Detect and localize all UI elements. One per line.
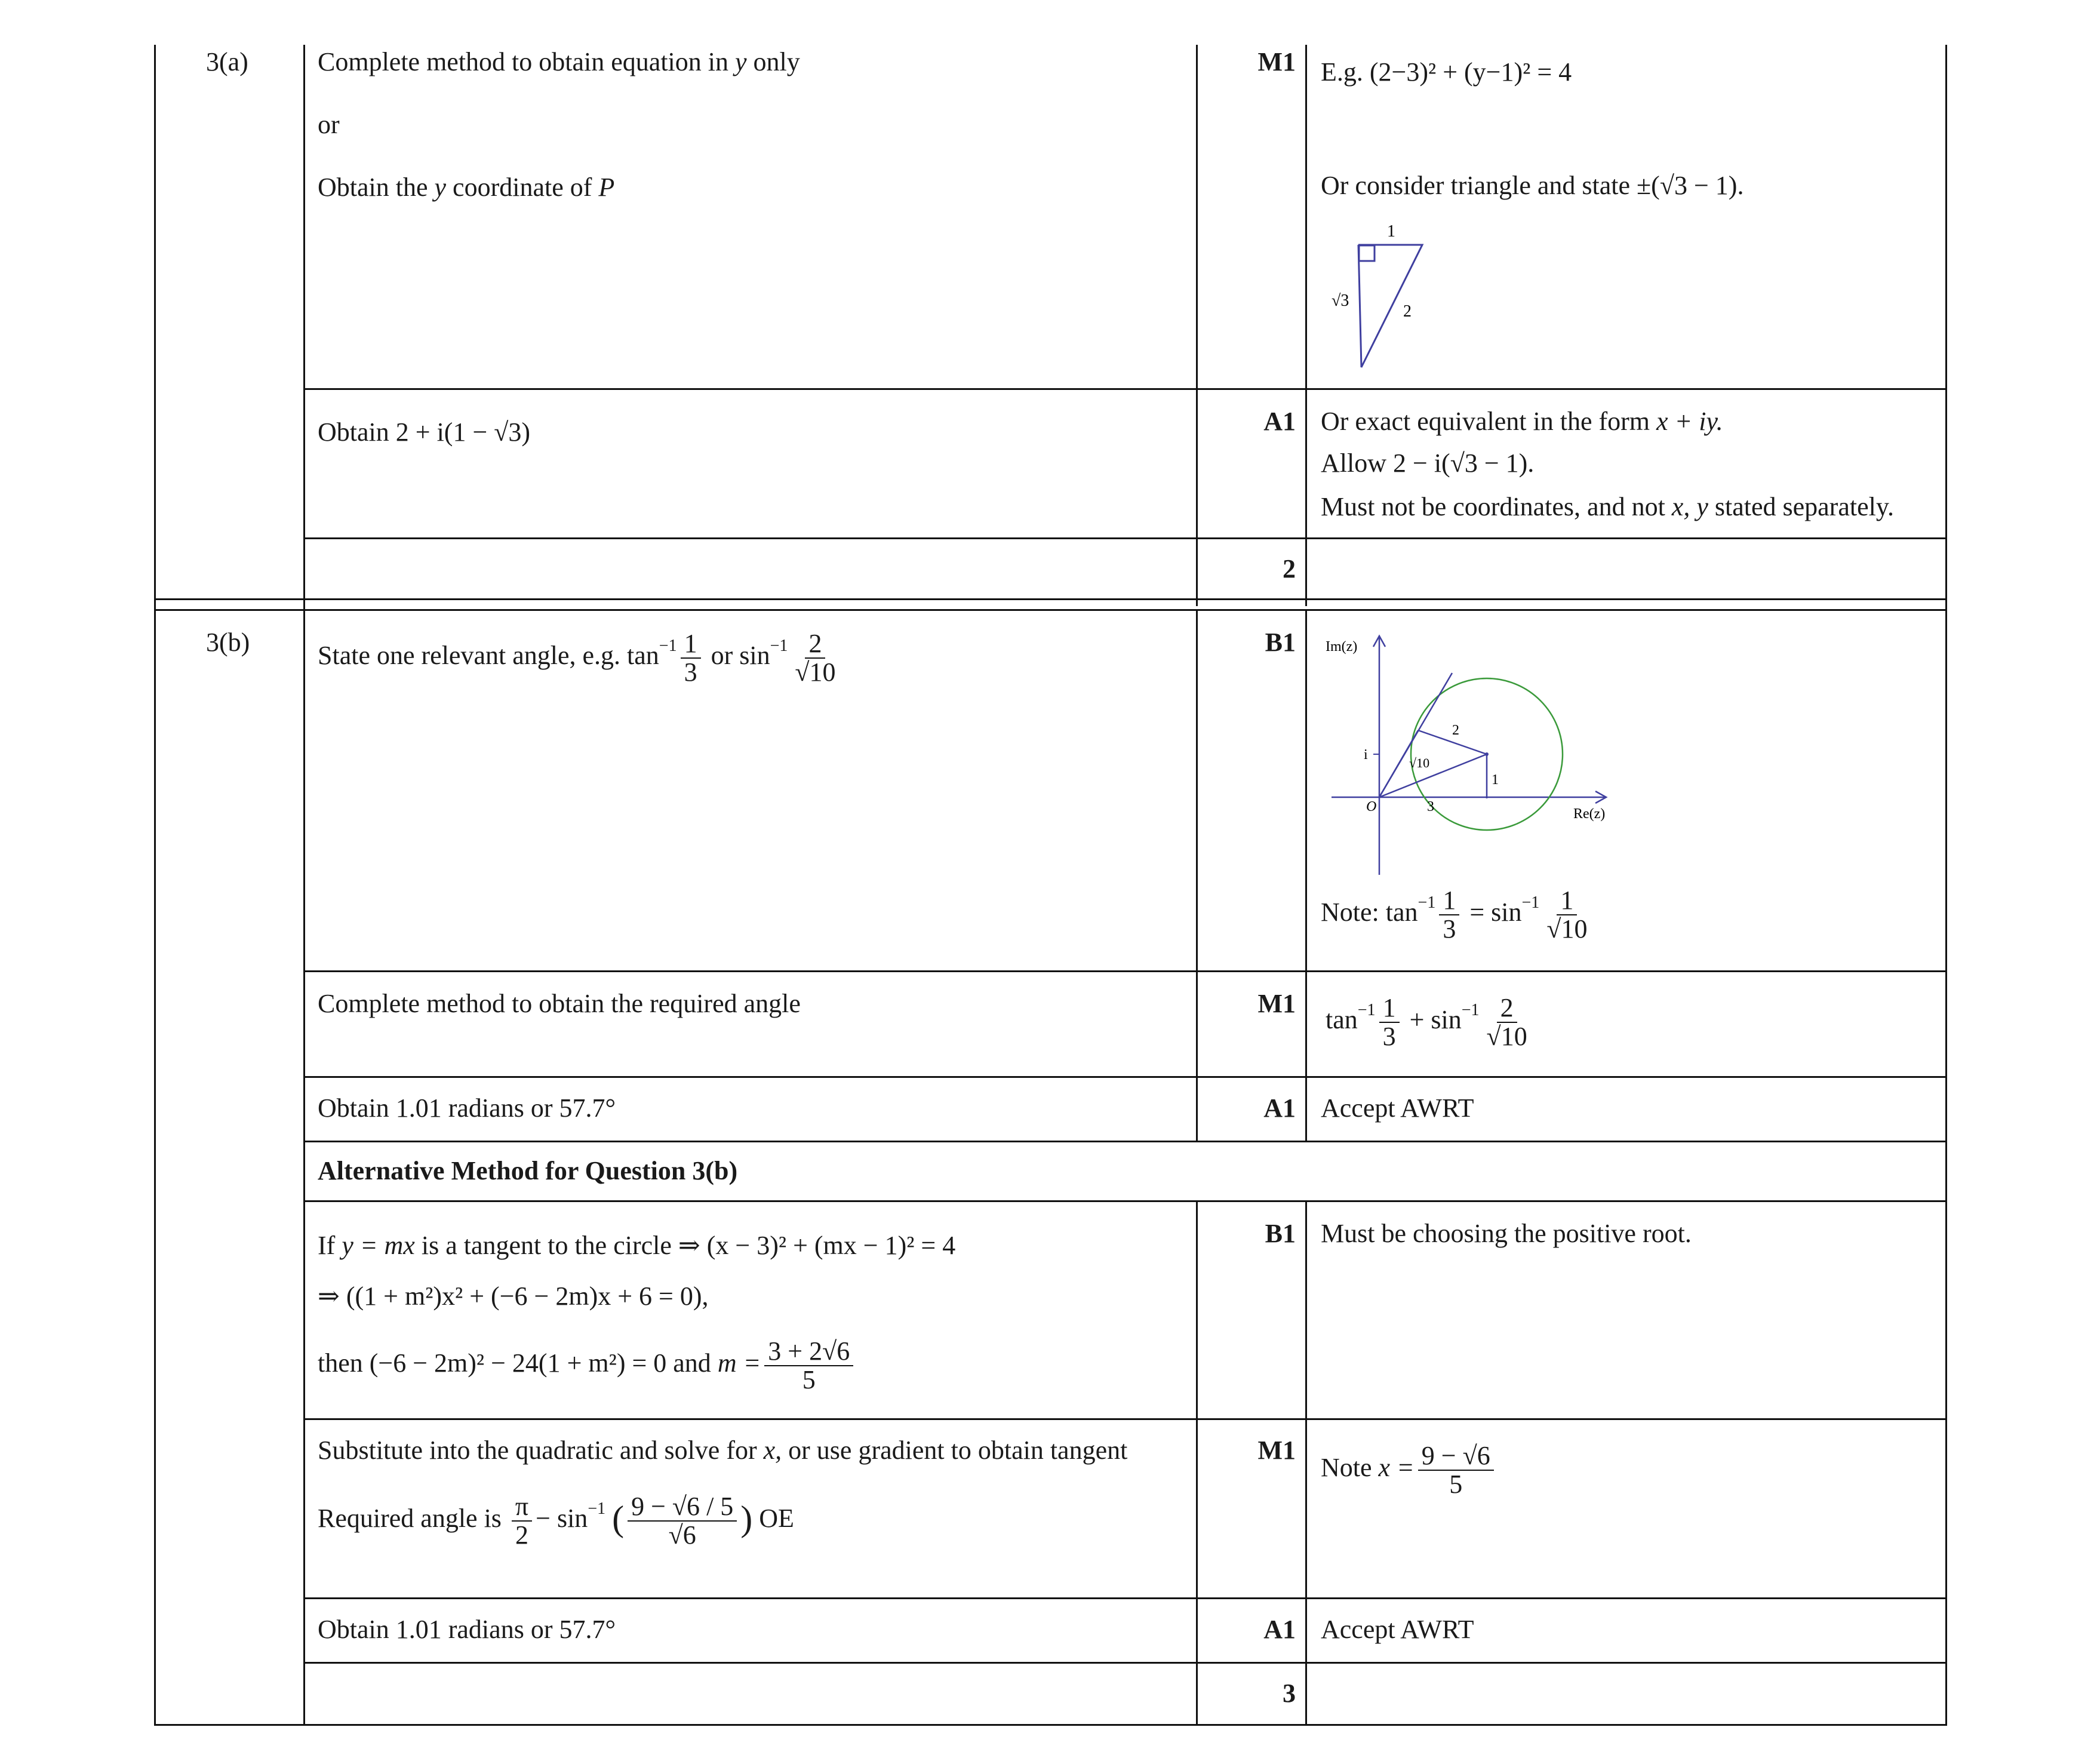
diagram-label-im: Im(z) — [1326, 639, 1358, 654]
superscript: −1 — [659, 637, 677, 656]
row-line — [303, 1076, 1947, 1078]
denominator: 5 — [802, 1365, 816, 1394]
answer-b2: Complete method to obtain the required angle — [318, 989, 801, 1018]
table-divider-answer-b2 — [1196, 1201, 1198, 1726]
answer-text: coordinate of — [446, 173, 599, 202]
fn-name: sin — [1491, 898, 1522, 927]
diagram-label-3: 3 — [1427, 799, 1434, 815]
answer-expression: ⇒ (x − 3)² + (mx − 1)² = 4 — [678, 1231, 956, 1260]
fn-name: tan — [1385, 898, 1418, 927]
guidance-equation: (2−3)² + (y−1)² = 4 — [1369, 57, 1572, 87]
answer-text: Obtain the — [318, 173, 435, 202]
fraction — [1439, 887, 1459, 943]
answer-text: Obtain 1.01 radians or — [318, 1093, 553, 1123]
left-paren: ( — [612, 1499, 625, 1539]
fraction — [764, 1338, 853, 1394]
sin-inverse — [1431, 1001, 1480, 1035]
answer-a2 — [318, 417, 530, 448]
denominator: √10 — [795, 657, 836, 687]
guidance-a2-line1 — [1321, 406, 1723, 437]
denominator: 5 — [1449, 1470, 1463, 1499]
numerator: 1 — [1439, 887, 1459, 915]
answer-text: only — [746, 47, 800, 76]
diagram-label-i: i — [1364, 747, 1368, 763]
numerator: 9 − √6 / 5 — [628, 1493, 737, 1522]
row-line — [303, 970, 1947, 972]
answer-text: Required angle is — [318, 1504, 502, 1533]
denominator: √10 — [1546, 914, 1588, 944]
guidance-a1-triangle-text — [1321, 170, 1744, 201]
guidance-expression: x = — [1378, 1453, 1415, 1483]
denominator: √10 — [1486, 1022, 1527, 1051]
guidance-text: Note — [1321, 1453, 1372, 1483]
guidance-text: stated separately. — [1708, 492, 1894, 521]
answer-text: and — [673, 1348, 711, 1378]
superscript: −1 — [770, 637, 788, 656]
answer-a1-line1 — [318, 47, 800, 78]
answer-b4-line1 — [318, 1230, 955, 1261]
guidance-expression: ±(√3 − 1). — [1637, 171, 1744, 200]
superscript: −1 — [1461, 1001, 1480, 1020]
guidance-expression: x + iy. — [1656, 407, 1723, 436]
superscript: −1 — [1521, 893, 1540, 912]
fraction — [791, 630, 839, 686]
tan-inverse — [1326, 1001, 1376, 1035]
table-border-right — [1945, 45, 1947, 1726]
numerator-part: 9 − √6 — [631, 1492, 700, 1521]
guidance-b2 — [1326, 994, 1535, 1050]
numerator: 1 — [1379, 994, 1400, 1023]
triangle-label-hyp: 2 — [1403, 302, 1412, 321]
numerator: 2 — [1497, 994, 1517, 1023]
guidance-b3: Accept AWRT — [1321, 1093, 1474, 1123]
denominator: 3 — [684, 657, 697, 687]
compound-fraction — [628, 1493, 737, 1549]
answer-text: Complete method to obtain equation in — [318, 47, 735, 76]
denominator: √6 — [668, 1520, 696, 1550]
fn-name: sin — [739, 641, 770, 671]
tan-inverse — [627, 637, 677, 671]
table-divider-marks-b2 — [1305, 1201, 1307, 1726]
fraction — [1543, 887, 1591, 943]
diagram-label-origin: O — [1366, 799, 1377, 815]
fn-name: sin — [1431, 1005, 1462, 1035]
guidance-text: Or consider triangle and state — [1321, 171, 1631, 200]
fn-name: − sin — [536, 1504, 588, 1533]
row-line — [303, 1200, 1947, 1202]
mark-a1: M1 — [1257, 47, 1296, 76]
question-label-3a: 3(a) — [206, 47, 248, 76]
row-line — [303, 1141, 1947, 1142]
answer-text: is a tangent to the circle — [414, 1231, 672, 1260]
mark-a2: A1 — [1263, 407, 1296, 436]
answer-text: then — [318, 1348, 363, 1378]
answer-text: OE — [759, 1504, 794, 1533]
guidance-a2-line3 — [1321, 491, 1894, 523]
superscript: −1 — [1417, 893, 1436, 912]
answer-var: x, — [763, 1436, 782, 1465]
table-divider-marks-a — [1305, 45, 1307, 606]
numerator: 1 — [681, 630, 701, 659]
diagram-label-re: Re(z) — [1573, 806, 1606, 822]
answer-text: State one relevant angle, e.g. — [318, 641, 621, 671]
answer-expression: (−6 − 2m)² − 24(1 + m²) = 0 — [369, 1348, 667, 1378]
guidance-text: E.g. — [1321, 57, 1363, 87]
answer-var: y — [735, 47, 747, 76]
numerator-part: 5 — [720, 1492, 734, 1521]
fn-name: tan — [1326, 1005, 1358, 1035]
fraction — [1418, 1442, 1494, 1498]
superscript: −1 — [588, 1499, 606, 1519]
guidance-vars: x, y — [1671, 492, 1708, 521]
row-line — [303, 388, 1947, 390]
answer-b1 — [318, 630, 843, 686]
table-divider-answer-a — [1196, 45, 1198, 606]
guidance-a2-line2 — [1321, 448, 1534, 479]
row-line — [303, 1597, 1947, 1599]
part-separator-top — [154, 598, 1947, 600]
part-separator-bottom — [154, 609, 1947, 611]
fraction — [1483, 994, 1531, 1050]
table-border-bottom — [154, 1724, 1947, 1726]
diagram-label-2: 2 — [1452, 723, 1459, 738]
table-divider-question — [303, 45, 305, 1726]
denominator: 2 — [515, 1520, 529, 1550]
alt-method-header: Alternative Method for Question 3(b) — [318, 1156, 738, 1185]
total-marks-b: 3 — [1283, 1679, 1296, 1708]
answer-text: Obtain 1.01 radians or — [318, 1615, 553, 1644]
answer-b4-line2: ⇒ ((1 + m²)x² + (−6 − 2m)x + 6 = 0), — [318, 1281, 709, 1311]
fraction — [1379, 994, 1400, 1050]
answer-text: or use gradient to obtain tangent — [782, 1436, 1128, 1465]
answer-expression: 2 + i(1 − √3) — [395, 417, 531, 447]
answer-text: Substitute into the quadratic and solve for — [318, 1436, 764, 1465]
fn-name: tan — [627, 641, 659, 671]
numerator: 3 + 2√6 — [764, 1338, 853, 1366]
table-divider-answer-b1 — [1196, 610, 1198, 1142]
table-border-left — [154, 45, 156, 1726]
answer-var: y — [434, 173, 447, 202]
guidance-text: Note: — [1321, 898, 1379, 927]
argand-diagram — [1326, 624, 1636, 875]
mark-b1: B1 — [1265, 628, 1296, 657]
denominator: 3 — [1382, 1022, 1396, 1051]
guidance-text: Or exact equivalent in the form — [1321, 407, 1657, 436]
answer-b3 — [318, 1093, 616, 1124]
numerator: 1 — [1557, 887, 1577, 915]
triangle-label-top: 1 — [1387, 222, 1395, 241]
guidance-text: Allow — [1321, 448, 1386, 478]
triangle-diagram — [1314, 215, 1457, 376]
answer-var: P — [598, 173, 615, 202]
mark-b6: A1 — [1263, 1615, 1296, 1644]
answer-value: 57.7° — [559, 1615, 616, 1644]
guidance-text: Must not be coordinates, and not — [1321, 492, 1672, 521]
denominator: 3 — [1443, 914, 1456, 944]
answer-expression: y = mx — [342, 1231, 415, 1260]
question-label-3b: 3(b) — [206, 628, 250, 657]
row-line — [303, 1662, 1947, 1664]
total-marks-a: 2 — [1283, 554, 1296, 583]
mark-b4: B1 — [1265, 1219, 1296, 1248]
table-divider-marks-b1 — [1305, 610, 1307, 1142]
equals: = — [1469, 898, 1485, 927]
mark-b3: A1 — [1263, 1093, 1296, 1123]
row-line — [303, 537, 1947, 539]
answer-b5-line2 — [318, 1493, 794, 1549]
answer-text: If — [318, 1231, 336, 1260]
right-paren: ) — [740, 1499, 753, 1539]
answer-b6 — [318, 1614, 616, 1645]
diagram-label-1: 1 — [1492, 772, 1499, 788]
diagram-label-sqrt10: √10 — [1409, 755, 1430, 770]
mark-b5: M1 — [1257, 1436, 1296, 1465]
answer-a1-line2 — [318, 172, 614, 203]
answer-value: 57.7° — [559, 1093, 616, 1123]
answer-expression: m = — [717, 1348, 761, 1378]
sin-inverse — [1491, 893, 1540, 927]
plus: + — [1409, 1005, 1425, 1035]
answer-b5-line1 — [318, 1435, 1127, 1466]
answer-a1-or: or — [318, 110, 340, 139]
numerator: 2 — [805, 630, 825, 659]
sin-inverse — [536, 1499, 606, 1533]
fraction — [512, 1493, 532, 1549]
sin-inverse — [739, 637, 788, 671]
superscript: −1 — [1357, 1001, 1376, 1020]
guidance-expression: 2 − i(√3 − 1). — [1393, 448, 1535, 478]
triangle-label-left: √3 — [1332, 291, 1349, 310]
row-line — [303, 1418, 1947, 1420]
mark-b2: M1 — [1257, 989, 1296, 1018]
guidance-b1-note — [1321, 887, 1594, 943]
guidance-b5 — [1321, 1442, 1498, 1498]
answer-b4-line3 — [318, 1338, 857, 1394]
guidance-b6: Accept AWRT — [1321, 1615, 1474, 1644]
answer-text: or — [711, 641, 733, 671]
guidance-a1-eg — [1321, 57, 1572, 88]
numerator: 9 − √6 — [1418, 1442, 1494, 1471]
guidance-b4: Must be choosing the positive root. — [1321, 1219, 1692, 1248]
numerator: π — [512, 1493, 532, 1522]
answer-text: Obtain — [318, 417, 389, 447]
tan-inverse — [1385, 893, 1436, 927]
fraction — [681, 630, 701, 686]
